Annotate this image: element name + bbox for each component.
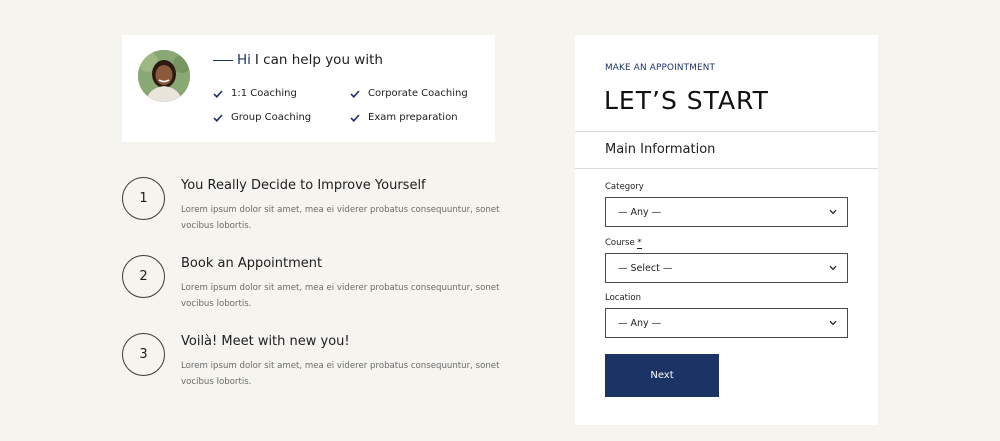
avatar [138,50,190,102]
form-title: LET’S START [604,86,769,115]
location-select[interactable] [605,308,848,338]
step-description: Lorem ipsum dolor sit amet, mea ei viderer probatus consequuntur, sonet vocibus lobortis. [181,205,500,231]
required-marker: * [637,238,642,248]
step-number: 3 [122,333,165,376]
category-label: Category [605,182,644,192]
course-select[interactable] [605,253,848,283]
course-label-text: Course [605,238,635,248]
location-label: Location [605,293,641,303]
step-description: Lorem ipsum dolor sit amet, mea ei viderer probatus consequuntur, sonet vocibus lobortis. [181,283,500,309]
step-title: Voilà! Meet with new you! [181,334,350,349]
divider [575,168,878,169]
service-label: Corporate Coaching [368,88,468,99]
course-label [605,238,642,248]
step-title: Book an Appointment [181,256,323,271]
check-icon [213,114,223,122]
check-icon [213,90,223,98]
service-label: Group Coaching [231,112,312,123]
service-item [350,88,468,99]
form-eyebrow: MAKE AN APPOINTMENT [605,63,716,73]
chevron-down-icon [829,209,837,215]
chevron-down-icon [829,320,837,326]
service-label: Exam preparation [368,112,458,123]
appointment-form [575,35,878,425]
service-label: 1:1 Coaching [231,88,297,99]
course-value: — Select — [618,262,673,274]
next-button[interactable]: Next [605,354,719,397]
greeting-hi: Hi [237,52,251,68]
category-select[interactable] [605,197,848,227]
chevron-down-icon [829,265,837,271]
step-title: You Really Decide to Improve Yourself [181,178,426,193]
intro-greeting [213,52,383,68]
check-icon [350,90,360,98]
location-value: — Any — [618,317,662,329]
category-value: — Any — [618,206,662,218]
service-item [213,112,311,123]
step-number: 2 [122,255,165,298]
dash-decoration [213,60,233,61]
service-item [213,88,297,99]
greeting-text: I can help you with [254,52,383,68]
step-number: 1 [122,177,165,220]
intro-card [122,35,495,142]
section-title: Main Information [605,142,716,157]
check-icon [350,114,360,122]
service-item [350,112,458,123]
divider [575,131,878,132]
step-description: Lorem ipsum dolor sit amet, mea ei viderer probatus consequuntur, sonet vocibus lobortis. [181,361,500,387]
